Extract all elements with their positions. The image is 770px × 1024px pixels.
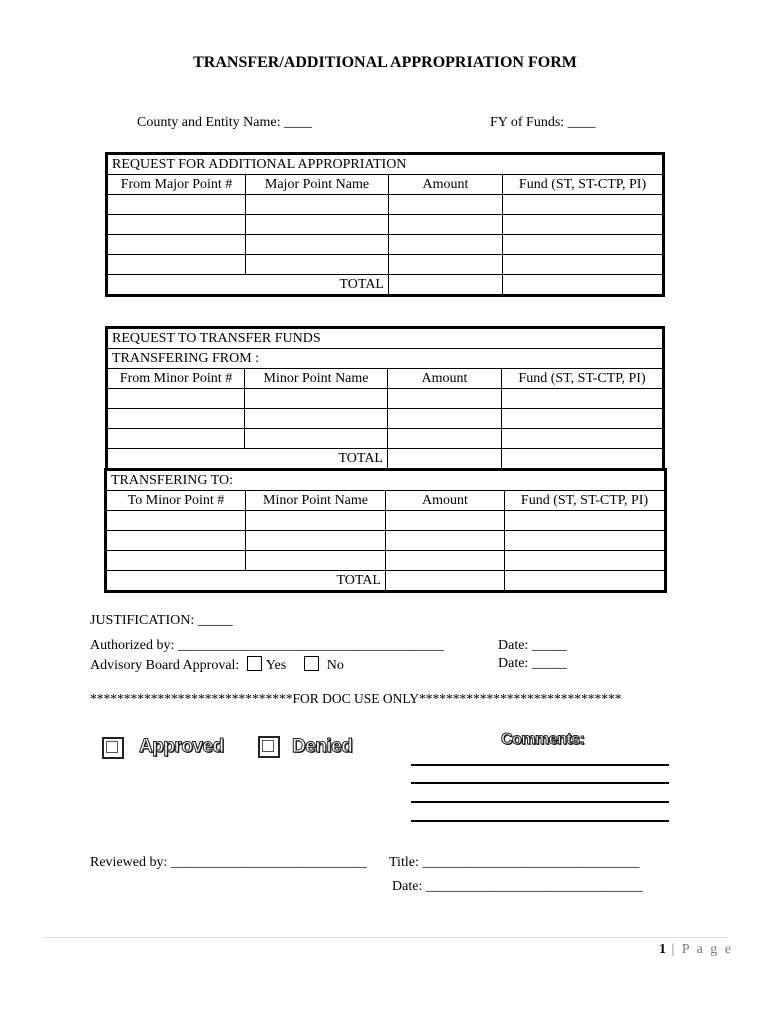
transfer-to-table xyxy=(106,470,665,591)
comment-line[interactable] xyxy=(411,782,669,784)
transfer-from-heading: TRANSFERING FROM : xyxy=(108,349,663,369)
total-amount-cell[interactable] xyxy=(389,275,503,295)
col-fund: Fund (ST, ST-CTP, PI) xyxy=(502,369,663,389)
footer-divider xyxy=(42,937,728,938)
yes-label: Yes xyxy=(265,658,287,673)
reviewed-by-field[interactable]: Reviewed by: ____________________________ xyxy=(90,855,367,870)
table-row xyxy=(107,511,665,531)
col-minor-point-name: Minor Point Name xyxy=(245,369,388,389)
no-checkbox[interactable] xyxy=(304,656,319,671)
fy-funds-field[interactable]: FY of Funds: ____ xyxy=(490,115,596,130)
comment-line[interactable] xyxy=(411,764,669,766)
advisory-board-approval xyxy=(90,656,344,674)
transfer-to-heading: TRANSFERING TO: xyxy=(107,471,665,491)
table-row xyxy=(108,235,663,255)
comment-line[interactable] xyxy=(411,820,669,822)
col-amount: Amount xyxy=(389,175,503,195)
approved-label: Approved xyxy=(139,736,224,757)
col-major-point-name: Major Point Name xyxy=(246,175,389,195)
approved-checkbox[interactable] xyxy=(102,737,124,759)
col-from-major-point: From Major Point # xyxy=(108,175,246,195)
total-label: TOTAL xyxy=(108,449,388,469)
total-amount-cell[interactable] xyxy=(386,571,505,591)
additional-heading: REQUEST FOR ADDITIONAL APPROPRIATION xyxy=(108,155,663,175)
table-row xyxy=(108,255,663,275)
col-amount: Amount xyxy=(388,369,502,389)
transfer-heading: REQUEST TO TRANSFER FUNDS xyxy=(108,329,663,349)
total-fund-cell[interactable] xyxy=(502,449,663,469)
table-row xyxy=(108,429,663,449)
col-to-minor-point: To Minor Point # xyxy=(107,491,246,511)
doc-use-only-banner: ******************************FOR DOC USE ONLY****************************** xyxy=(90,691,622,706)
table-row xyxy=(107,551,665,571)
comment-line[interactable] xyxy=(411,801,669,803)
denied-label: Denied xyxy=(292,736,353,757)
total-label: TOTAL xyxy=(108,275,389,295)
advisory-date-field[interactable]: Date: _____ xyxy=(498,656,567,671)
table-row xyxy=(108,215,663,235)
total-fund-cell[interactable] xyxy=(505,571,665,591)
review-date-field[interactable]: Date: _______________________________ xyxy=(392,879,643,894)
advisory-label: Advisory Board Approval: xyxy=(90,658,240,673)
comments-label: Comments: xyxy=(501,731,585,748)
no-label: No xyxy=(326,658,344,673)
col-amount: Amount xyxy=(386,491,505,511)
total-fund-cell[interactable] xyxy=(503,275,663,295)
col-fund: Fund (ST, ST-CTP, PI) xyxy=(505,491,665,511)
col-fund: Fund (ST, ST-CTP, PI) xyxy=(503,175,663,195)
denied-checkbox[interactable] xyxy=(258,736,280,758)
table-row xyxy=(108,389,663,409)
table-row xyxy=(108,195,663,215)
authorized-by-field[interactable]: Authorized by: ______________________________________ xyxy=(90,638,444,653)
page-number xyxy=(659,942,733,958)
justification-field[interactable]: JUSTIFICATION: _____ xyxy=(90,613,233,628)
col-minor-point-name: Minor Point Name xyxy=(246,491,386,511)
title-field[interactable]: Title: _______________________________ xyxy=(389,855,640,870)
col-from-minor-point: From Minor Point # xyxy=(108,369,245,389)
total-amount-cell[interactable] xyxy=(388,449,502,469)
yes-checkbox[interactable] xyxy=(247,656,262,671)
transfer-from-table xyxy=(107,328,663,469)
total-label: TOTAL xyxy=(107,571,386,591)
authorized-date-field[interactable]: Date: _____ xyxy=(498,638,567,653)
additional-appropriation-table xyxy=(107,154,663,295)
page-word: | P a g e xyxy=(671,942,733,957)
page-number-value: 1 xyxy=(659,942,666,957)
table-row xyxy=(107,531,665,551)
county-entity-field[interactable]: County and Entity Name: ____ xyxy=(137,115,312,130)
table-row xyxy=(108,409,663,429)
page-title: TRANSFER/ADDITIONAL APPROPRIATION FORM xyxy=(193,54,577,71)
